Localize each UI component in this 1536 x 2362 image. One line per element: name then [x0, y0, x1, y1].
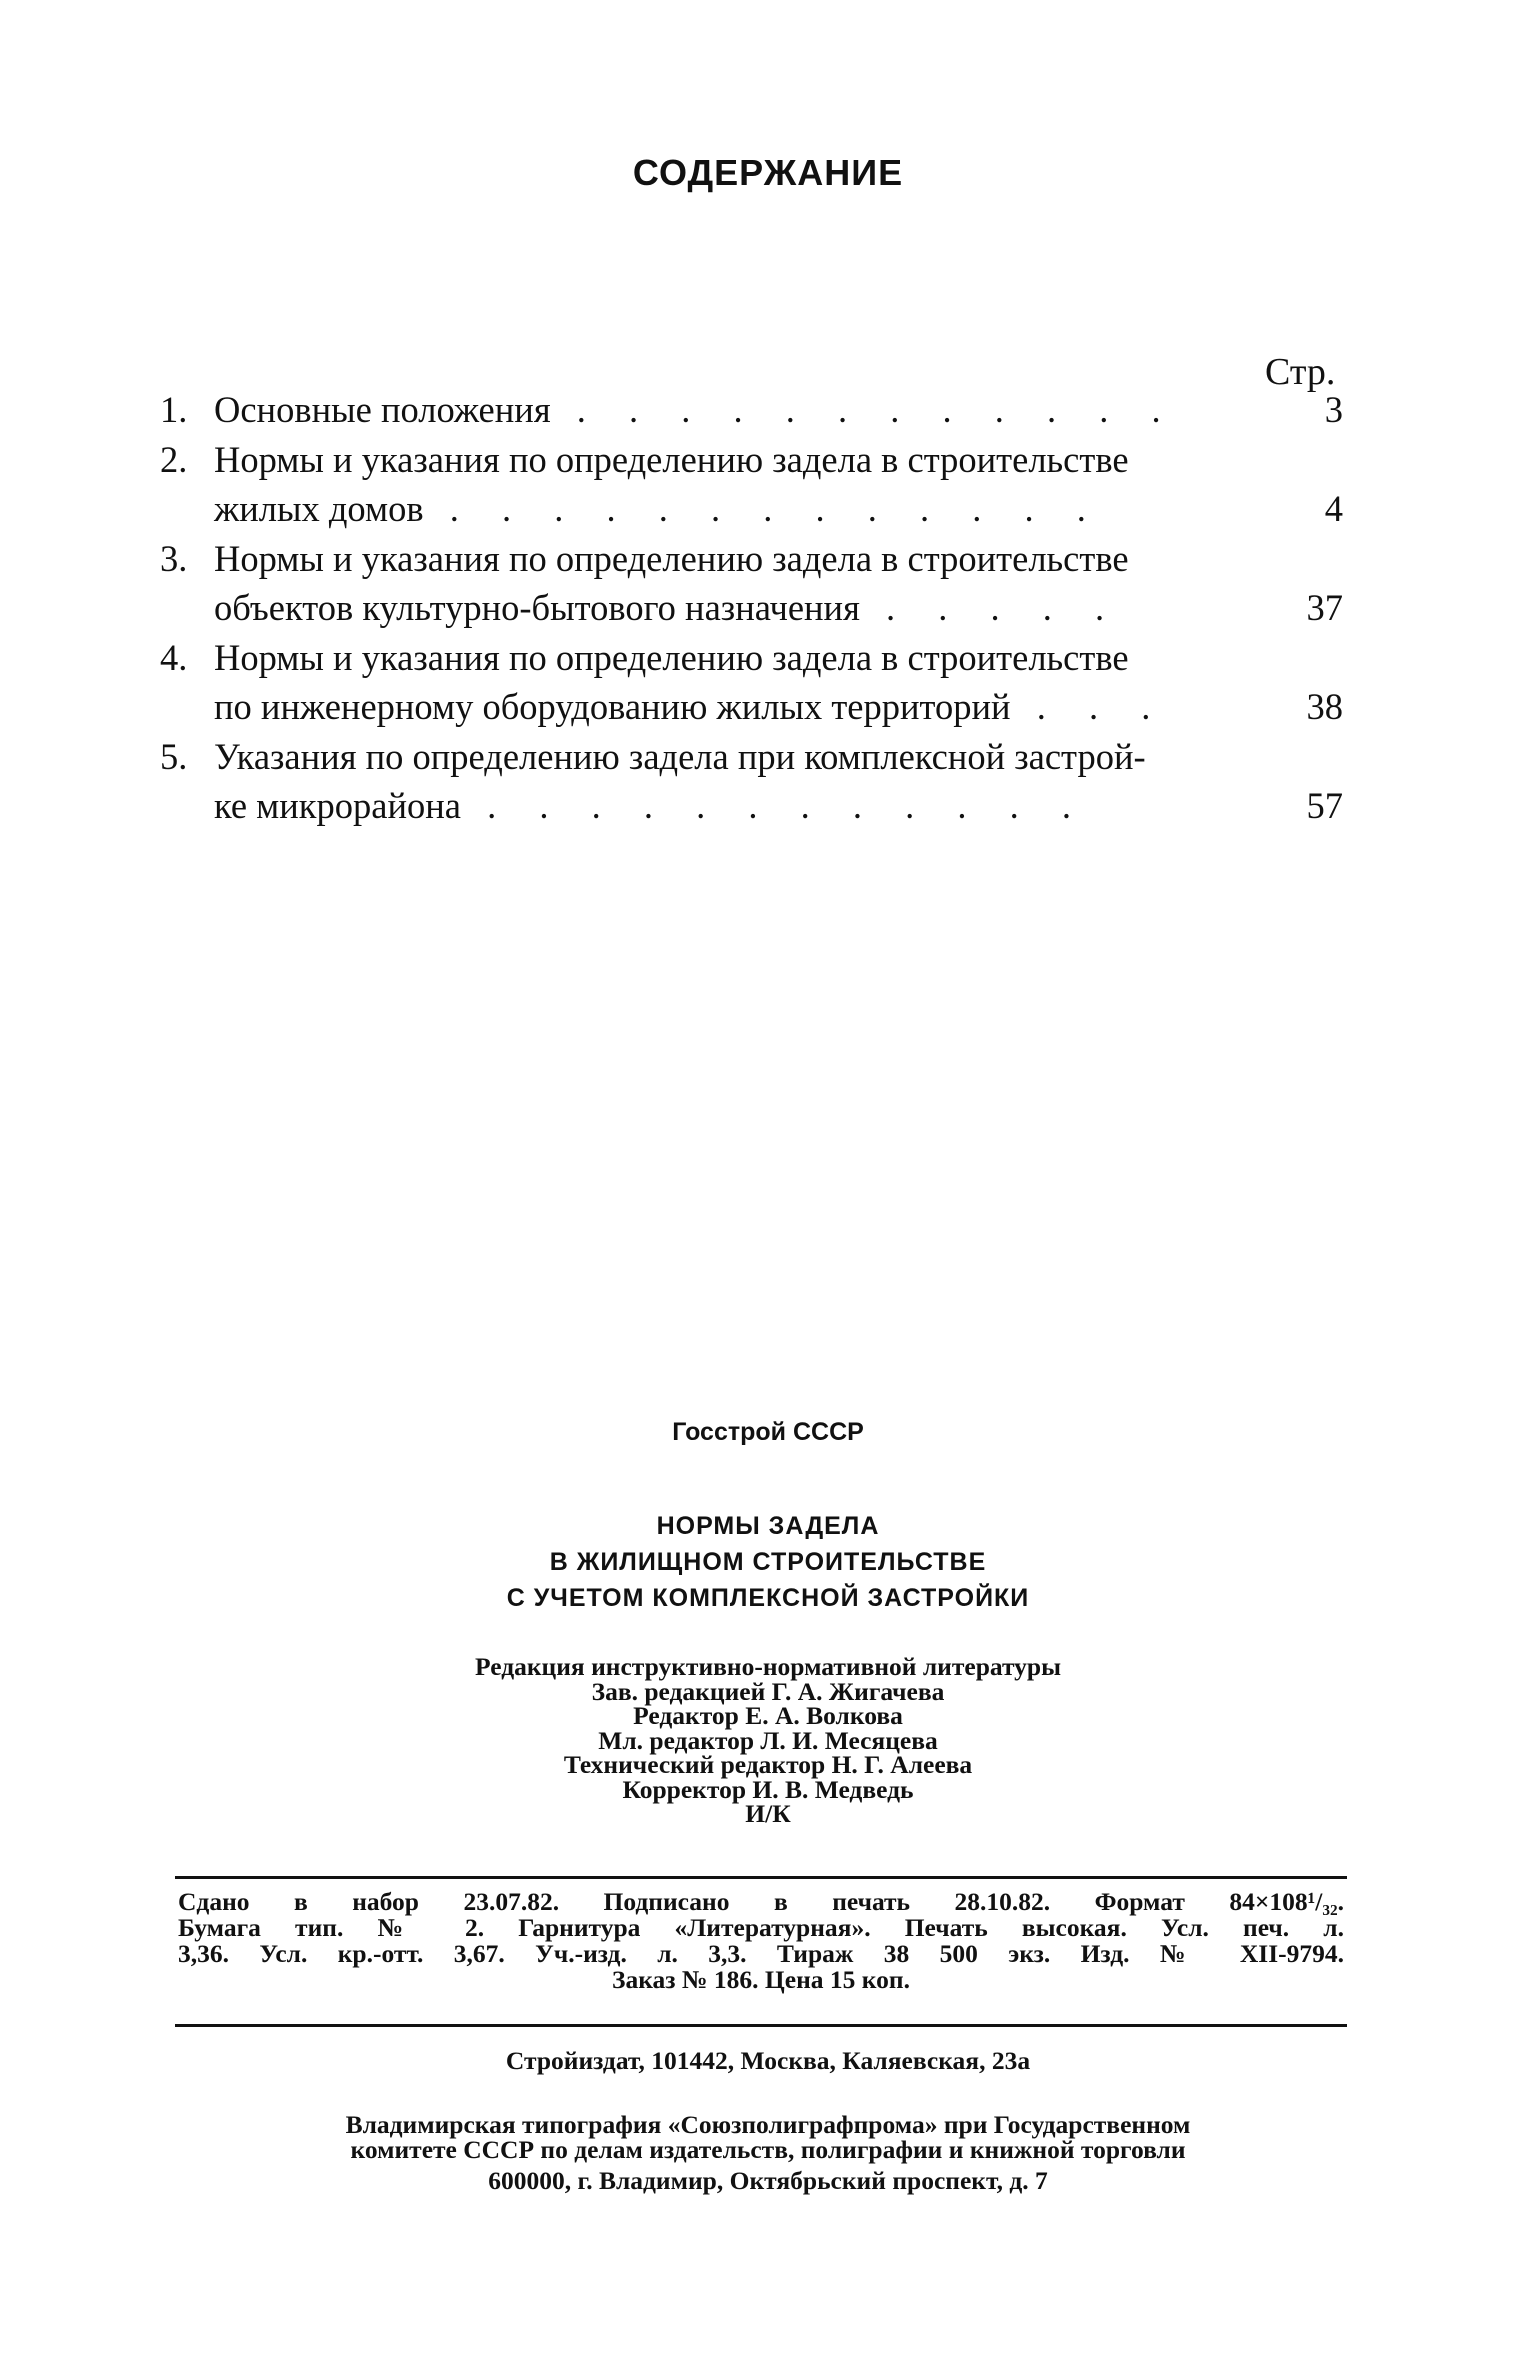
toc-entry	[160, 534, 1343, 632]
staff-line: Зав. редакцией Г. А. Жигачева	[591, 1676, 945, 1706]
printer-address: 600000, г. Владимир, Октябрьский проспект, д. 7	[488, 2166, 1048, 2195]
print-data-line: 3,36. Усл. кр.-отт. 3,67. Уч.-изд. л. 3,3. Тираж 38 500 экз. Изд. № XII-9794.	[178, 1939, 1344, 1968]
staff-line: Корректор И. В. Медведь	[622, 1774, 914, 1804]
toc-entry-text	[214, 732, 1289, 830]
editorial-staff	[0, 1652, 1536, 1828]
toc-entry-line: жилых домов	[214, 488, 424, 529]
toc-entry	[160, 435, 1343, 533]
print-data-line: Заказ № 186. Цена 15 коп.	[612, 1965, 910, 1994]
book-title-line: С УЧЕТОМ КОМПЛЕКСНОЙ ЗАСТРОЙКИ	[506, 1584, 1030, 1612]
organization-name: Госстрой СССР	[672, 1418, 864, 1446]
toc-entry-line: Нормы и указания по определению задела в строительстве	[214, 538, 1129, 579]
toc-entry-number: 3.	[160, 538, 188, 579]
toc-entry-line: Указания по определению задела при комплексной застрой-	[214, 736, 1146, 777]
book-title-line: В ЖИЛИЩНОМ СТРОИТЕЛЬСТВЕ	[549, 1548, 987, 1576]
toc-entry-text	[214, 385, 1289, 434]
dot-leader: . . . . .	[859, 587, 1122, 628]
dot-leader: . . . . . . . . . . . .	[460, 785, 1088, 826]
toc-entry	[160, 732, 1343, 830]
toc-entry-line: объектов культурно-бытового назначения	[214, 587, 860, 628]
toc-entry-text	[214, 633, 1289, 731]
staff-line: Редактор Е. А. Волкова	[633, 1701, 903, 1730]
toc-entry-page: 38	[1306, 686, 1343, 727]
toc-entry	[160, 633, 1343, 731]
print-data-line: Сдано в набор 23.07.82. Подписано в печать 28.10.82. Формат 84×108¹/₃₂.	[178, 1887, 1344, 1916]
printer-line: Владимирская типография «Союзполиграфпрома» при Государственном	[345, 2110, 1191, 2139]
staff-line: И/К	[745, 1799, 791, 1828]
toc-entry-line: Нормы и указания по определению задела в строительстве	[214, 637, 1129, 678]
toc-heading: СОДЕРЖАНИЕ	[632, 152, 904, 193]
toc-entry-number: 1.	[160, 389, 188, 430]
toc-entry-line: Нормы и указания по определению задела в строительстве	[214, 439, 1129, 480]
dot-leader: . . . . . . . . . . . . .	[423, 488, 1103, 529]
staff-line: Технический редактор Н. Г. Алеева	[563, 1750, 973, 1779]
toc-entry-line: по инженерному оборудованию жилых территорий	[214, 686, 1011, 727]
toc-entry-page: 3	[1324, 389, 1343, 430]
table-of-contents	[160, 385, 1343, 831]
toc-entry-text	[214, 534, 1289, 632]
book-title-line: НОРМЫ ЗАДЕЛА	[656, 1512, 880, 1540]
staff-line: Мл. редактор Л. И. Месяцева	[598, 1725, 938, 1755]
dot-leader: . . .	[1010, 686, 1168, 727]
toc-entry-line: Основные положения	[214, 389, 551, 430]
toc-entry-page: 57	[1306, 785, 1343, 826]
staff-line: Редакция инструктивно-нормативной литературы	[474, 1652, 1062, 1681]
printer-line: комитете СССР по делам издательств, полиграфии и книжной торговли	[350, 2135, 1186, 2164]
book-title	[0, 1508, 1536, 1616]
print-data-line: Бумага тип. № 2. Гарнитура «Литературная». Печать высокая. Усл. печ. л.	[178, 1913, 1344, 1942]
printer-info	[0, 2112, 1536, 2162]
toc-entry	[160, 385, 1343, 434]
print-data	[178, 1889, 1344, 1993]
toc-entry-page: 4	[1324, 488, 1343, 529]
dot-leader: . . . . . . . . . . . .	[550, 389, 1178, 430]
toc-entry-line: ке микрорайона	[214, 785, 461, 826]
toc-entry-number: 2.	[160, 439, 188, 480]
publisher-address: Стройиздат, 101442, Москва, Каляевская, 23а	[505, 2046, 1031, 2075]
toc-entry-number: 5.	[160, 736, 188, 777]
toc-entry-text	[214, 435, 1289, 533]
toc-entry-number: 4.	[160, 637, 188, 678]
divider-line	[175, 1876, 1347, 1879]
toc-entry-page: 37	[1306, 587, 1343, 628]
toc-page-column-header: Стр.	[1265, 351, 1336, 393]
divider-line	[175, 2024, 1347, 2027]
